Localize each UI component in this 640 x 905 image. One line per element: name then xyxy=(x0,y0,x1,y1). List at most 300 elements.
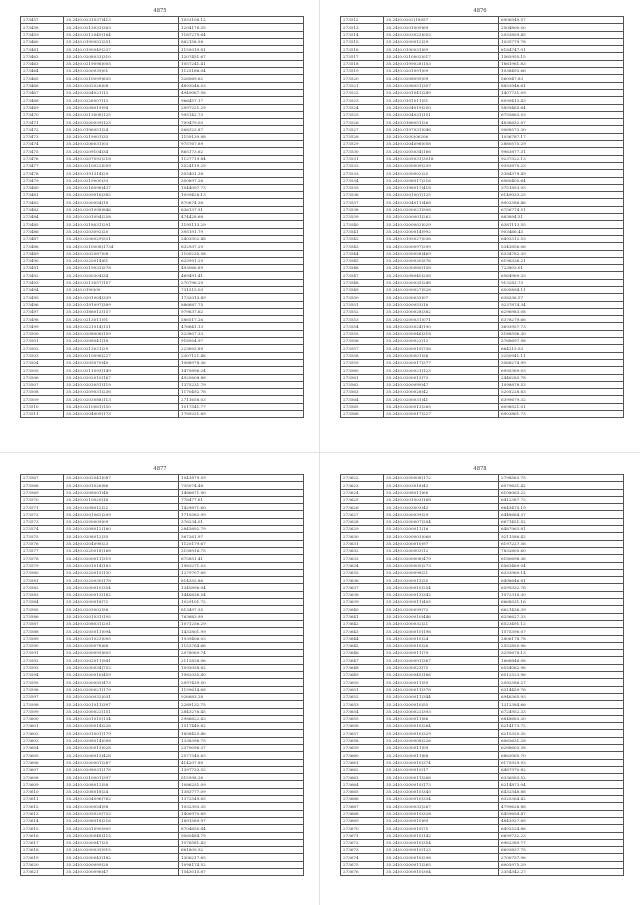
code-cell: 35.24(0.0200013)342 xyxy=(384,591,499,598)
amount-cell: 2158916.75 xyxy=(179,547,304,554)
row-id-cell: 273659 xyxy=(341,744,384,751)
code-cell: 35.24(0.0205070)40 xyxy=(64,359,179,366)
table-row xyxy=(341,679,624,686)
amount-cell: 1575396.07 xyxy=(499,628,624,635)
row-id-cell: 273664 xyxy=(341,781,384,788)
row-id-cell: 273624 xyxy=(341,489,384,496)
row-id-cell: 273546 xyxy=(341,265,384,272)
row-id-cell: 273651 xyxy=(341,686,384,693)
table-row xyxy=(21,338,304,345)
page-bottom-right xyxy=(330,466,630,876)
code-cell: 35.24(0.0206018)216 xyxy=(64,817,179,824)
amount-cell: 1036787.17 xyxy=(499,133,624,140)
data-table xyxy=(340,16,624,418)
code-cell: 35.24(0.0200010)97 xyxy=(384,540,499,547)
code-cell: 35.24(0.0200010)446 xyxy=(384,613,499,620)
code-cell: 35.24(0.0200018)72 xyxy=(64,599,179,606)
code-cell: 35.24(0.0200022)393 xyxy=(384,708,499,715)
amount-cell: 6946365.93 xyxy=(499,693,624,700)
row-id-cell: 273552 xyxy=(341,308,384,315)
amount-cell: 4949067.58 xyxy=(179,89,304,96)
code-cell: 35.24(0.0210008)1734 xyxy=(64,243,179,250)
row-id-cell: 273594 xyxy=(21,672,64,679)
code-cell: 35.24(0.0200010)345 xyxy=(384,788,499,795)
row-id-cell: 273644 xyxy=(341,635,384,642)
amount-cell: 6863065.70 xyxy=(499,752,624,759)
code-cell: 35.24(0.0226007)13 xyxy=(64,97,179,104)
table-row xyxy=(21,744,304,751)
amount-cell: 2997221.29 xyxy=(179,104,304,111)
row-id-cell: 273612 xyxy=(21,803,64,810)
table-row xyxy=(341,381,624,388)
table-row xyxy=(21,352,304,359)
amount-cell: 870674.36 xyxy=(179,199,304,206)
code-cell: 35.24(0.0220014)61 xyxy=(64,257,179,264)
row-id-cell: 273606 xyxy=(21,759,64,766)
code-cell: 35.24(0.0200010)329 xyxy=(384,730,499,737)
table-row xyxy=(341,104,624,111)
code-cell: 35.24(0.0201001)125 xyxy=(384,192,499,199)
amount-cell: 6459694.47 xyxy=(499,810,624,817)
row-id-cell: 273598 xyxy=(21,701,64,708)
table-row xyxy=(341,635,624,642)
code-cell: 35.24(0.0212049)164 xyxy=(64,31,179,38)
row-id-cell: 273648 xyxy=(341,664,384,671)
table-row xyxy=(21,316,304,323)
code-cell: 35.24(0.0220018)168 xyxy=(64,547,179,554)
table-row xyxy=(21,730,304,737)
row-id-cell: 273642 xyxy=(341,620,384,627)
row-id-cell: 273495 xyxy=(21,294,64,301)
table-row xyxy=(341,672,624,679)
table-row xyxy=(21,599,304,606)
row-id-cell: 273470 xyxy=(21,111,64,118)
row-id-cell: 273458 xyxy=(21,24,64,31)
table-row xyxy=(341,133,624,140)
table-row xyxy=(21,693,304,700)
code-cell: 35.24(0.0200021)123 xyxy=(384,367,499,374)
amount-cell: 2370096.37 xyxy=(179,744,304,751)
amount-cell: 1279707.89 xyxy=(179,569,304,576)
row-id-cell: 273496 xyxy=(21,301,64,308)
code-cell: 35.24(0.0203088)113 xyxy=(64,396,179,403)
amount-cell: 4843927.89 xyxy=(499,817,624,824)
row-id-cell: 273492 xyxy=(21,272,64,279)
table-row xyxy=(341,68,624,75)
table-row xyxy=(341,119,624,126)
horizontal-page-fold xyxy=(0,452,640,453)
row-id-cell: 273460 xyxy=(21,38,64,45)
row-id-cell: 273572 xyxy=(21,511,64,518)
amount-cell: 2403502.48 xyxy=(179,235,304,242)
table-row xyxy=(21,511,304,518)
table-row xyxy=(21,89,304,96)
code-cell: 35.24(0.0200033)07 xyxy=(384,294,499,301)
table-row xyxy=(21,591,304,598)
row-id-cell: 273482 xyxy=(21,199,64,206)
table-row xyxy=(341,540,624,547)
code-cell: 35.24(0.0200099)47 xyxy=(384,381,499,388)
row-id-cell: 273573 xyxy=(21,518,64,525)
amount-cell: 2053859.45 xyxy=(499,31,624,38)
table-row xyxy=(21,774,304,781)
table-row xyxy=(341,82,624,89)
code-cell: 35.24(0.0208095)09 xyxy=(384,75,499,82)
table-row xyxy=(341,97,624,104)
code-cell: 35.24(0.0209016)382 xyxy=(64,192,179,199)
code-cell: 35.24(0.0213057)157 xyxy=(64,279,179,286)
row-id-cell: 273660 xyxy=(341,752,384,759)
amount-cell: 6848683.30 xyxy=(499,715,624,722)
amount-cell: 6505894.11 xyxy=(499,286,624,293)
row-id-cell: 273653 xyxy=(341,701,384,708)
row-id-cell: 273462 xyxy=(21,53,64,60)
amount-cell: 709479.03 xyxy=(179,119,304,126)
amount-cell: 2798563.75 xyxy=(499,475,624,482)
row-id-cell: 273504 xyxy=(21,359,64,366)
code-cell: 35.24(0.0200078)68 xyxy=(64,642,179,649)
code-cell: 35.24(0.0202010)167 xyxy=(64,374,179,381)
row-id-cell: 273596 xyxy=(21,686,64,693)
row-id-cell: 273589 xyxy=(21,635,64,642)
row-id-cell: 273661 xyxy=(341,759,384,766)
amount-cell: 6196336.21 xyxy=(499,257,624,264)
code-cell: 35.24(0.0200010)123 xyxy=(384,847,499,854)
code-cell: 35.24(0.0200010)334 xyxy=(384,796,499,803)
row-id-cell: 273531 xyxy=(341,155,384,162)
code-cell: 35.24(0.0199028)103 xyxy=(384,60,499,67)
code-cell: 35.24(0.0221014)151 xyxy=(64,323,179,330)
row-id-cell: 273575 xyxy=(21,533,64,540)
table-row xyxy=(341,148,624,155)
code-cell: 35.24(0.0213033)363 xyxy=(64,24,179,31)
table-row xyxy=(21,810,304,817)
amount-cell: 2504800.50 xyxy=(499,24,624,31)
code-cell: 35.24(0.0204096)762 xyxy=(64,796,179,803)
row-id-cell: 273577 xyxy=(21,547,64,554)
table-row xyxy=(341,839,624,846)
data-table xyxy=(20,474,304,876)
row-id-cell: 273649 xyxy=(341,672,384,679)
amount-cell: 6333969.14 xyxy=(499,569,624,576)
code-cell: 35.24(0.0208019)94 xyxy=(64,104,179,111)
table-row xyxy=(341,817,624,824)
amount-cell: 6668531.16 xyxy=(499,599,624,606)
amount-cell: 1732013.49 xyxy=(179,294,304,301)
row-id-cell: 273466 xyxy=(21,82,64,89)
amount-cell: 1470896.24 xyxy=(179,367,304,374)
code-cell: 35.24(0.0200011)378 xyxy=(384,686,499,693)
row-id-cell: 273545 xyxy=(341,257,384,264)
code-cell: 35.24(0.0186012)157 xyxy=(64,308,179,315)
amount-cell: 3568274.99 xyxy=(499,359,624,366)
row-id-cell: 273625 xyxy=(341,496,384,503)
amount-cell: 9393875.23 xyxy=(499,162,624,169)
row-id-cell: 273646 xyxy=(341,650,384,657)
code-cell: 35.24(0.0208018)24 xyxy=(64,788,179,795)
row-id-cell: 273513 xyxy=(341,24,384,31)
row-id-cell: 273587 xyxy=(21,620,64,627)
row-id-cell: 273475 xyxy=(21,148,64,155)
code-cell: 35.24(0.0200008)172 xyxy=(384,475,499,482)
amount-cell: 414207.89 xyxy=(179,759,304,766)
amount-cell: 8184747.91 xyxy=(499,46,624,53)
code-cell: 35.24(0.0210081)150 xyxy=(64,403,179,410)
table-row xyxy=(21,839,304,846)
table-row xyxy=(21,686,304,693)
table-row xyxy=(341,555,624,562)
row-id-cell: 273525 xyxy=(341,111,384,118)
code-cell: 35.24(0.0210099)635 xyxy=(64,75,179,82)
amount-cell: 2577340.83 xyxy=(179,752,304,759)
table-row xyxy=(21,606,304,613)
code-cell: 35.24(0.0201010)134 xyxy=(64,715,179,722)
table-row xyxy=(21,475,304,482)
row-id-cell: 273635 xyxy=(341,569,384,576)
code-cell: 35.24(0.0200032)21 xyxy=(384,620,499,627)
row-id-cell: 273613 xyxy=(21,810,64,817)
amount-cell: 1406970.89 xyxy=(179,810,304,817)
amount-cell: 6621436.39 xyxy=(499,606,624,613)
amount-cell: 586517.26 xyxy=(179,316,304,323)
amount-cell: 6962389.77 xyxy=(499,839,624,846)
table-row xyxy=(341,177,624,184)
row-id-cell: 273487 xyxy=(21,235,64,242)
code-cell: 35.24(0.0200011)268 xyxy=(384,774,499,781)
table-row xyxy=(21,817,304,824)
code-cell: 35.24(0.0200010)142 xyxy=(384,832,499,839)
code-cell: 35.24(0.0218031)291 xyxy=(64,221,179,228)
amount-cell: 1939406.03 xyxy=(179,635,304,642)
amount-cell: 862158.58 xyxy=(179,38,304,45)
table-row xyxy=(21,642,304,649)
table-row xyxy=(21,555,304,562)
amount-cell: 2986622.43 xyxy=(179,715,304,722)
table-row xyxy=(21,31,304,38)
row-id-cell: 273604 xyxy=(21,744,64,751)
table-row xyxy=(341,577,624,584)
table-row xyxy=(21,584,304,591)
code-cell: 35.24(0.0200035)915 xyxy=(64,847,179,854)
table-row xyxy=(21,861,304,868)
amount-cell: 1432801.99 xyxy=(179,628,304,635)
table-row xyxy=(21,701,304,708)
table-row xyxy=(341,686,624,693)
amount-cell: 1576581.43 xyxy=(179,839,304,846)
table-row xyxy=(21,170,304,177)
table-row xyxy=(21,518,304,525)
row-id-cell: 273672 xyxy=(341,839,384,846)
table-row xyxy=(21,133,304,140)
code-cell: 35.24(0.0200010)17 xyxy=(384,766,499,773)
code-cell: 35.24(0.0200010)198 xyxy=(384,628,499,635)
row-id-cell: 273535 xyxy=(341,184,384,191)
code-cell: 35.24(0.0200013)265 xyxy=(384,403,499,410)
row-id-cell: 273665 xyxy=(341,788,384,795)
amount-cell: 1338396.75 xyxy=(179,737,304,744)
code-cell: 35.24(0.0203092)20 xyxy=(64,228,179,235)
code-cell: 35.24(0.0193027)036 xyxy=(384,235,499,242)
table-row xyxy=(341,228,624,235)
row-id-cell: 273509 xyxy=(21,396,64,403)
code-cell: 35.24(0.0202087)08 xyxy=(64,250,179,257)
amount-cell: 6214873.04 xyxy=(499,781,624,788)
code-cell: 35.24(0.0200010)173 xyxy=(384,781,499,788)
row-id-cell: 273590 xyxy=(21,642,64,649)
row-id-cell: 273532 xyxy=(341,162,384,169)
code-cell: 35.24(0.0200010)26 xyxy=(384,642,499,649)
table-row xyxy=(21,184,304,191)
row-id-cell: 273591 xyxy=(21,650,64,657)
row-id-cell: 273619 xyxy=(21,854,64,861)
row-id-cell: 273605 xyxy=(21,752,64,759)
code-cell: 35.24(0.0208006)159 xyxy=(64,330,179,337)
amount-cell: 6671451.52 xyxy=(499,518,624,525)
amount-cell: 1195113.29 xyxy=(179,221,304,228)
row-id-cell: 273493 xyxy=(21,279,64,286)
row-id-cell: 273476 xyxy=(21,155,64,162)
amount-cell: 6180698.36 xyxy=(499,555,624,562)
table-row xyxy=(341,345,624,352)
row-id-cell: 273503 xyxy=(21,352,64,359)
code-cell: 35.24(0.0205020)732 xyxy=(64,810,179,817)
table-row xyxy=(341,170,624,177)
code-cell: 35.24(0.0201098)846 xyxy=(64,206,179,213)
table-row xyxy=(341,599,624,606)
table-row xyxy=(21,403,304,410)
table-row xyxy=(21,781,304,788)
amount-cell: 6487970.82 xyxy=(499,766,624,773)
row-id-cell: 273488 xyxy=(21,243,64,250)
code-cell: 35.24(0.0200021)508 xyxy=(384,206,499,213)
amount-cell: 6756774.51 xyxy=(499,206,624,213)
amount-cell: 6098521.01 xyxy=(499,403,624,410)
row-id-cell: 273567 xyxy=(21,475,64,482)
code-cell: 35.24(0.0200010)264 xyxy=(384,723,499,730)
code-cell: 35.24(0.0200013)73 xyxy=(384,374,499,381)
code-cell: 35.24(0.0201011)397 xyxy=(64,701,179,708)
table-row xyxy=(21,803,304,810)
table-row xyxy=(21,766,304,773)
row-id-cell: 273498 xyxy=(21,316,64,323)
table-row xyxy=(341,569,624,576)
code-cell: 35.24(0.0200031)071 xyxy=(384,316,499,323)
code-cell: 35.24(0.0200011)319 xyxy=(64,555,179,562)
row-id-cell: 273673 xyxy=(341,847,384,854)
row-id-cell: 273643 xyxy=(341,628,384,635)
row-id-cell: 273668 xyxy=(341,810,384,817)
amount-cell: 7832605.60 xyxy=(499,547,624,554)
code-cell: 35.24(0.0200010)24 xyxy=(384,635,499,642)
amount-cell: 1159139.88 xyxy=(179,133,304,140)
code-cell: 35.24(0.0210096)227 xyxy=(64,352,179,359)
table-row xyxy=(21,265,304,272)
amount-cell: 3384379.49 xyxy=(499,170,624,177)
table-row xyxy=(341,511,624,518)
amount-cell: 515598.26 xyxy=(179,774,304,781)
amount-cell: 1153764.66 xyxy=(179,642,304,649)
amount-cell: 3295678.13 xyxy=(499,650,624,657)
code-cell: 35.24(0.0200046)318 xyxy=(384,330,499,337)
table-row xyxy=(341,352,624,359)
table-row xyxy=(21,221,304,228)
amount-cell: 6412387.72 xyxy=(499,496,624,503)
code-cell: 35.24(0.0208012)22 xyxy=(64,504,179,511)
row-id-cell: 273510 xyxy=(21,403,64,410)
table-row xyxy=(21,104,304,111)
amount-cell: 395191.79 xyxy=(179,228,304,235)
amount-cell: 6448664.37 xyxy=(499,511,624,518)
page-number: 4877 xyxy=(153,466,167,472)
code-cell: 35.24(0.0204021)13 xyxy=(64,89,179,96)
code-cell: 35.24(0.0213008)125 xyxy=(64,111,179,118)
row-id-cell: 273618 xyxy=(21,847,64,854)
row-id-cell: 273616 xyxy=(21,832,64,839)
amount-cell: 625991.29 xyxy=(179,257,304,264)
code-cell: 35.24(0.0200028)382 xyxy=(384,308,499,315)
row-id-cell: 273543 xyxy=(341,243,384,250)
table-row xyxy=(21,411,304,418)
code-cell: 35.24(0.0200053)16 xyxy=(384,301,499,308)
code-cell: 35.24(0.0204096)058 xyxy=(384,141,499,148)
table-row xyxy=(21,24,304,31)
row-id-cell: 273534 xyxy=(341,177,384,184)
code-cell: 35.24(0.0200011)265 xyxy=(384,861,499,868)
amount-cell: 1345896.04 xyxy=(179,584,304,591)
amount-cell: 918954.97 xyxy=(179,338,304,345)
row-id-cell: 273638 xyxy=(341,591,384,598)
amount-cell: 735074.48 xyxy=(179,482,304,489)
amount-cell: 1100235.58 xyxy=(179,250,304,257)
table-row xyxy=(21,235,304,242)
amount-cell: 567261.97 xyxy=(179,533,304,540)
row-id-cell: 273601 xyxy=(21,723,64,730)
amount-cell: 1017541.77 xyxy=(179,403,304,410)
row-id-cell: 273464 xyxy=(21,68,64,75)
amount-cell: 223693.89 xyxy=(179,345,304,352)
table-row xyxy=(21,832,304,839)
page-number: 4878 xyxy=(473,466,487,472)
table-row xyxy=(21,672,304,679)
amount-cell: 1306217.65 xyxy=(179,854,304,861)
row-id-cell: 273528 xyxy=(341,133,384,140)
table-row xyxy=(21,723,304,730)
code-cell: 35.24(0.0210020)16 xyxy=(64,496,179,503)
row-id-cell: 273647 xyxy=(341,657,384,664)
code-cell: 35.24(0.0198017)418 xyxy=(384,184,499,191)
amount-cell: 6523491.12 xyxy=(499,620,624,627)
code-cell: 35.24(0.0200048)115 xyxy=(64,832,179,839)
table-row xyxy=(341,206,624,213)
table-row xyxy=(341,330,624,337)
amount-cell: 1881961.83 xyxy=(499,60,624,67)
code-cell: 35.24(0.0190031)69 xyxy=(384,46,499,53)
row-id-cell: 273497 xyxy=(21,308,64,315)
amount-cell: 9237874.34 xyxy=(499,301,624,308)
amount-cell: 6256627.33 xyxy=(499,613,624,620)
table-row xyxy=(341,286,624,293)
code-cell: 35.24(0.0200011)86 xyxy=(384,715,499,722)
table-row xyxy=(21,577,304,584)
amount-cell: 6108063.22 xyxy=(499,489,624,496)
row-id-cell: 273508 xyxy=(21,389,64,396)
amount-cell: 355401.38 xyxy=(179,170,304,177)
amount-cell: 6197227.36 xyxy=(499,540,624,547)
table-row xyxy=(341,111,624,118)
table-row xyxy=(21,396,304,403)
table-row xyxy=(21,613,304,620)
code-cell: 35.24(0.0200011)59 xyxy=(384,679,499,686)
